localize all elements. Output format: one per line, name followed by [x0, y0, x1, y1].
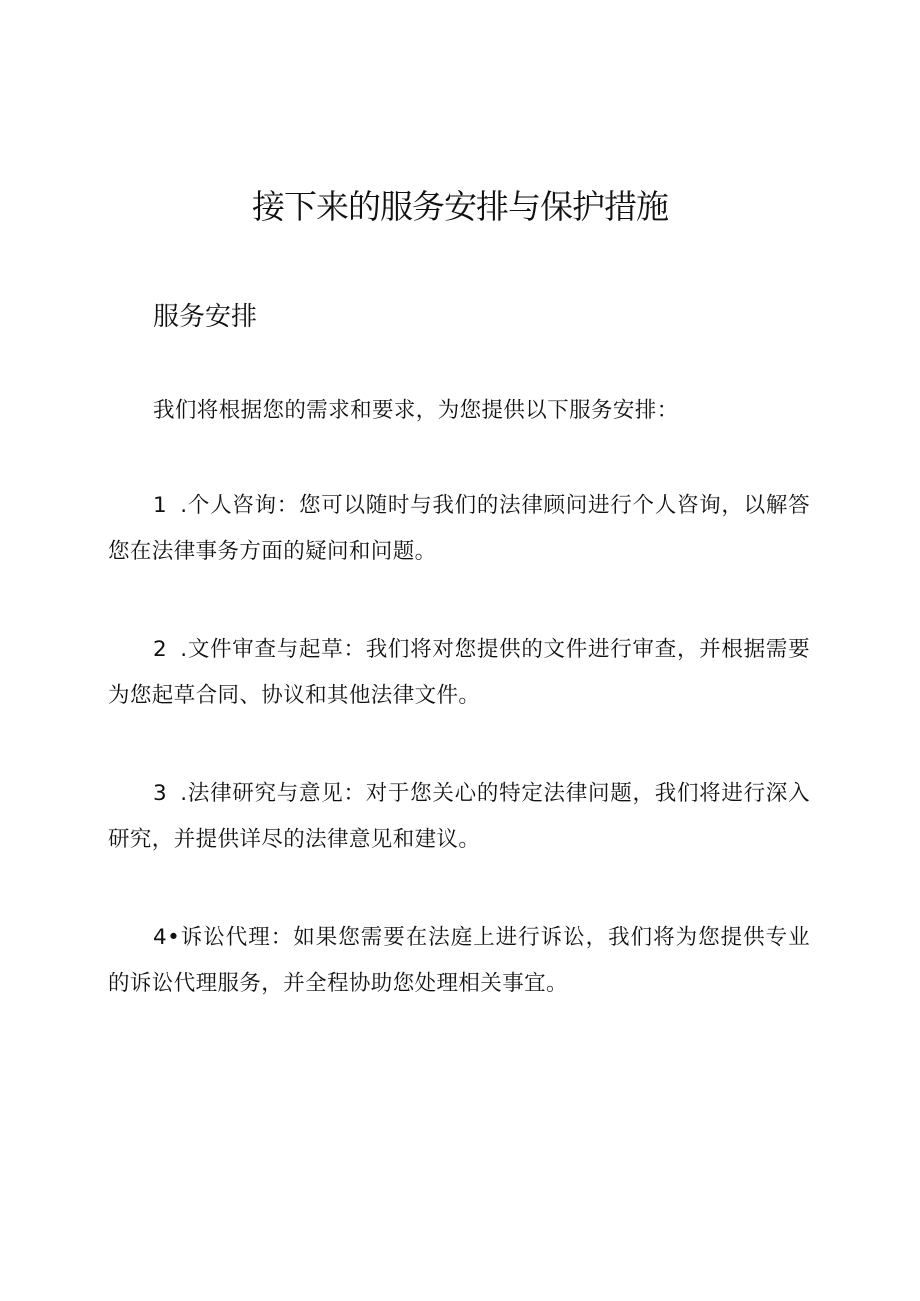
item-separator: •	[167, 925, 181, 950]
item-text: 法律研究与意见：对于您关心的特定法律问题，我们将进行深入研究，并提供详尽的法律意见和建议。	[108, 781, 811, 852]
item-text: 文件审查与起草：我们将对您提供的文件进行审查，并根据需要为您起草合同、协议和其他法律文件。	[108, 637, 811, 708]
item-separator: .	[172, 493, 188, 518]
list-item	[108, 627, 810, 719]
item-separator: .	[172, 637, 188, 662]
list-item	[108, 771, 810, 863]
item-number: 2	[153, 637, 173, 662]
item-number: 1	[153, 493, 173, 518]
item-number: 3	[153, 781, 173, 806]
item-number: 4	[153, 925, 168, 950]
list-item	[108, 483, 810, 575]
item-text: 个人咨询：您可以随时与我们的法律顾问进行个人咨询，以解答您在法律事务方面的疑问和问题。	[108, 493, 811, 564]
section-heading: 服务安排	[153, 302, 258, 332]
item-text: 诉讼代理：如果您需要在法庭上进行诉讼，我们将为您提供专业的诉讼代理服务，并全程协助您处理相关事宜。	[108, 925, 810, 996]
list-item	[108, 915, 810, 1007]
item-separator: .	[172, 781, 188, 806]
document-title: 接下来的服务安排与保护措施	[252, 187, 668, 226]
intro-paragraph: 我们将根据您的需求和要求，为您提供以下服务安排：	[153, 398, 679, 423]
